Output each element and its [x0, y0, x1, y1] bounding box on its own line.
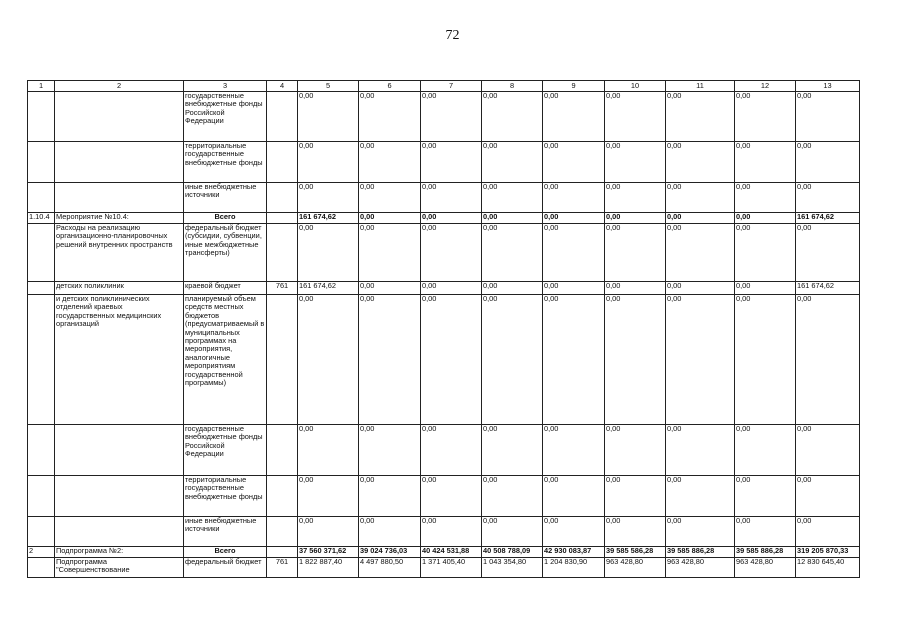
amount-cell: 0,00	[666, 425, 735, 476]
amount-cell: 0,00	[605, 183, 666, 213]
amount-cell: 0,00	[359, 517, 421, 547]
col-number: 1	[28, 81, 55, 92]
row-code-cell: 2	[28, 547, 55, 558]
table-row	[28, 558, 860, 578]
amount-cell: 0,00	[605, 282, 666, 295]
amount-cell: 39 585 586,28	[605, 547, 666, 558]
funding-source-cell: Всего	[184, 547, 267, 558]
amount-cell: 0,00	[605, 425, 666, 476]
amount-cell: 0,00	[298, 295, 359, 425]
amount-cell: 0,00	[796, 517, 860, 547]
amount-cell: 0,00	[421, 282, 482, 295]
amount-cell: 0,00	[298, 224, 359, 282]
column-number-row	[28, 81, 860, 92]
amount-cell: 161 674,62	[796, 213, 860, 224]
amount-cell: 963 428,80	[666, 558, 735, 578]
row-name-cell	[55, 142, 184, 183]
amount-cell: 0,00	[298, 476, 359, 517]
amount-cell: 0,00	[421, 183, 482, 213]
amount-cell: 0,00	[666, 92, 735, 142]
col-number: 2	[55, 81, 184, 92]
grbs-code-cell	[267, 295, 298, 425]
row-name-cell: Подпрограмма "Совершенствование	[55, 558, 184, 578]
amount-cell: 0,00	[796, 224, 860, 282]
amount-cell: 0,00	[421, 425, 482, 476]
funding-source-cell: иные внебюджетные источники	[184, 517, 267, 547]
funding-source-cell: планируемый объем средств местных бюджетов (предусматриваемый в муниципальных программах на мероприятия, аналогичные мероприятиям государственной программы)	[184, 295, 267, 425]
row-code-cell: 1.10.4	[28, 213, 55, 224]
amount-cell: 0,00	[666, 282, 735, 295]
amount-cell: 0,00	[482, 295, 543, 425]
funding-source-cell: иные внебюджетные источники	[184, 183, 267, 213]
table-row	[28, 183, 860, 213]
row-code-cell	[28, 142, 55, 183]
amount-cell: 0,00	[298, 517, 359, 547]
col-number: 13	[796, 81, 860, 92]
amount-cell: 1 043 354,80	[482, 558, 543, 578]
table-row	[28, 213, 860, 224]
amount-cell: 39 585 886,28	[735, 547, 796, 558]
amount-cell: 0,00	[605, 517, 666, 547]
amount-cell: 0,00	[543, 476, 605, 517]
amount-cell: 0,00	[735, 476, 796, 517]
table-row	[28, 476, 860, 517]
grbs-code-cell	[267, 92, 298, 142]
amount-cell: 0,00	[482, 476, 543, 517]
row-code-cell	[28, 558, 55, 578]
col-number: 10	[605, 81, 666, 92]
amount-cell: 0,00	[298, 142, 359, 183]
amount-cell: 0,00	[605, 295, 666, 425]
amount-cell: 1 822 887,40	[298, 558, 359, 578]
grbs-code-cell	[267, 213, 298, 224]
amount-cell: 0,00	[482, 92, 543, 142]
row-code-cell	[28, 282, 55, 295]
amount-cell: 0,00	[605, 142, 666, 183]
amount-cell: 0,00	[298, 183, 359, 213]
funding-source-cell: краевой бюджет	[184, 282, 267, 295]
funding-source-cell: федеральный бюджет (субсидии, субвенции, иные межбюджетные трансферты)	[184, 224, 267, 282]
amount-cell: 0,00	[543, 224, 605, 282]
amount-cell: 0,00	[735, 213, 796, 224]
amount-cell: 0,00	[735, 92, 796, 142]
grbs-code-cell: 761	[267, 558, 298, 578]
row-name-cell: Расходы на реализацию организационно-планировочных решений внутренних пространств	[55, 224, 184, 282]
col-number: 12	[735, 81, 796, 92]
amount-cell: 0,00	[421, 142, 482, 183]
row-name-cell	[55, 92, 184, 142]
amount-cell: 161 674,62	[298, 213, 359, 224]
amount-cell: 0,00	[735, 425, 796, 476]
amount-cell: 0,00	[796, 142, 860, 183]
funding-source-cell: территориальные государственные внебюджетные фонды	[184, 142, 267, 183]
amount-cell: 0,00	[421, 517, 482, 547]
grbs-code-cell	[267, 517, 298, 547]
funding-source-cell: федеральный бюджет	[184, 558, 267, 578]
amount-cell: 0,00	[359, 92, 421, 142]
grbs-code-cell	[267, 183, 298, 213]
amount-cell: 0,00	[605, 476, 666, 517]
table-row	[28, 142, 860, 183]
amount-cell: 0,00	[543, 92, 605, 142]
amount-cell: 0,00	[359, 476, 421, 517]
grbs-code-cell	[267, 142, 298, 183]
page-number: 72	[445, 28, 460, 43]
col-number: 11	[666, 81, 735, 92]
amount-cell: 0,00	[666, 183, 735, 213]
amount-cell: 0,00	[482, 224, 543, 282]
amount-cell: 0,00	[359, 224, 421, 282]
amount-cell: 1 204 830,90	[543, 558, 605, 578]
col-number: 7	[421, 81, 482, 92]
grbs-code-cell: 761	[267, 282, 298, 295]
funding-source-cell: Всего	[184, 213, 267, 224]
budget-table	[27, 80, 860, 578]
amount-cell: 0,00	[605, 92, 666, 142]
col-number: 9	[543, 81, 605, 92]
amount-cell: 0,00	[735, 295, 796, 425]
amount-cell: 4 497 880,50	[359, 558, 421, 578]
row-name-cell: и детских поликлинических отделений краевых государственных медицинских организаций	[55, 295, 184, 425]
amount-cell: 0,00	[359, 142, 421, 183]
funding-source-cell: государственные внебюджетные фонды Российской Федерации	[184, 92, 267, 142]
col-number: 6	[359, 81, 421, 92]
table-row	[28, 282, 860, 295]
amount-cell: 319 205 870,33	[796, 547, 860, 558]
amount-cell: 0,00	[796, 295, 860, 425]
row-code-cell	[28, 92, 55, 142]
amount-cell: 0,00	[543, 282, 605, 295]
table-row	[28, 295, 860, 425]
amount-cell: 0,00	[482, 282, 543, 295]
amount-cell: 40 424 531,88	[421, 547, 482, 558]
amount-cell: 0,00	[482, 517, 543, 547]
amount-cell: 0,00	[543, 295, 605, 425]
amount-cell: 161 674,62	[298, 282, 359, 295]
row-name-cell: детских поликлиник	[55, 282, 184, 295]
amount-cell: 0,00	[359, 425, 421, 476]
amount-cell: 0,00	[605, 224, 666, 282]
amount-cell: 42 930 083,87	[543, 547, 605, 558]
amount-cell: 0,00	[421, 92, 482, 142]
amount-cell: 0,00	[298, 92, 359, 142]
amount-cell: 37 560 371,62	[298, 547, 359, 558]
amount-cell: 0,00	[421, 213, 482, 224]
amount-cell: 0,00	[298, 425, 359, 476]
row-code-cell	[28, 295, 55, 425]
amount-cell: 0,00	[359, 295, 421, 425]
amount-cell: 0,00	[735, 142, 796, 183]
amount-cell: 0,00	[543, 213, 605, 224]
row-name-cell: Мероприятие №10.4:	[55, 213, 184, 224]
amount-cell: 0,00	[421, 295, 482, 425]
table-row	[28, 92, 860, 142]
amount-cell: 0,00	[543, 425, 605, 476]
amount-cell: 0,00	[605, 213, 666, 224]
amount-cell: 0,00	[359, 213, 421, 224]
amount-cell: 0,00	[421, 476, 482, 517]
amount-cell: 0,00	[482, 183, 543, 213]
amount-cell: 0,00	[666, 224, 735, 282]
grbs-code-cell	[267, 547, 298, 558]
row-name-cell	[55, 517, 184, 547]
grbs-code-cell	[267, 224, 298, 282]
amount-cell: 0,00	[735, 282, 796, 295]
col-number: 3	[184, 81, 267, 92]
amount-cell: 0,00	[666, 295, 735, 425]
funding-source-cell: государственные внебюджетные фонды Российской Федерации	[184, 425, 267, 476]
grbs-code-cell	[267, 425, 298, 476]
amount-cell: 0,00	[482, 142, 543, 183]
amount-cell: 0,00	[543, 142, 605, 183]
amount-cell: 0,00	[796, 425, 860, 476]
table-row	[28, 517, 860, 547]
amount-cell: 0,00	[666, 476, 735, 517]
table-row	[28, 425, 860, 476]
table-row	[28, 547, 860, 558]
amount-cell: 12 830 645,40	[796, 558, 860, 578]
amount-cell: 0,00	[421, 224, 482, 282]
row-code-cell	[28, 517, 55, 547]
amount-cell: 0,00	[359, 282, 421, 295]
amount-cell: 39 024 736,03	[359, 547, 421, 558]
col-number: 5	[298, 81, 359, 92]
row-name-cell	[55, 183, 184, 213]
amount-cell: 0,00	[796, 92, 860, 142]
amount-cell: 161 674,62	[796, 282, 860, 295]
amount-cell: 0,00	[735, 183, 796, 213]
amount-cell: 0,00	[543, 517, 605, 547]
amount-cell: 0,00	[666, 517, 735, 547]
amount-cell: 0,00	[543, 183, 605, 213]
amount-cell: 0,00	[482, 213, 543, 224]
row-code-cell	[28, 425, 55, 476]
row-name-cell	[55, 476, 184, 517]
amount-cell: 963 428,80	[735, 558, 796, 578]
col-number: 4	[267, 81, 298, 92]
amount-cell: 0,00	[735, 517, 796, 547]
amount-cell: 39 585 886,28	[666, 547, 735, 558]
amount-cell: 0,00	[359, 183, 421, 213]
amount-cell: 0,00	[796, 183, 860, 213]
amount-cell: 0,00	[482, 425, 543, 476]
amount-cell: 0,00	[666, 213, 735, 224]
row-code-cell	[28, 476, 55, 517]
table-row	[28, 224, 860, 282]
row-code-cell	[28, 224, 55, 282]
row-code-cell	[28, 183, 55, 213]
row-name-cell: Подпрограмма №2:	[55, 547, 184, 558]
funding-source-cell: территориальные государственные внебюджетные фонды	[184, 476, 267, 517]
col-number: 8	[482, 81, 543, 92]
amount-cell: 963 428,80	[605, 558, 666, 578]
amount-cell: 40 508 788,09	[482, 547, 543, 558]
grbs-code-cell	[267, 476, 298, 517]
amount-cell: 0,00	[666, 142, 735, 183]
amount-cell: 0,00	[735, 224, 796, 282]
amount-cell: 1 371 405,40	[421, 558, 482, 578]
amount-cell: 0,00	[796, 476, 860, 517]
row-name-cell	[55, 425, 184, 476]
